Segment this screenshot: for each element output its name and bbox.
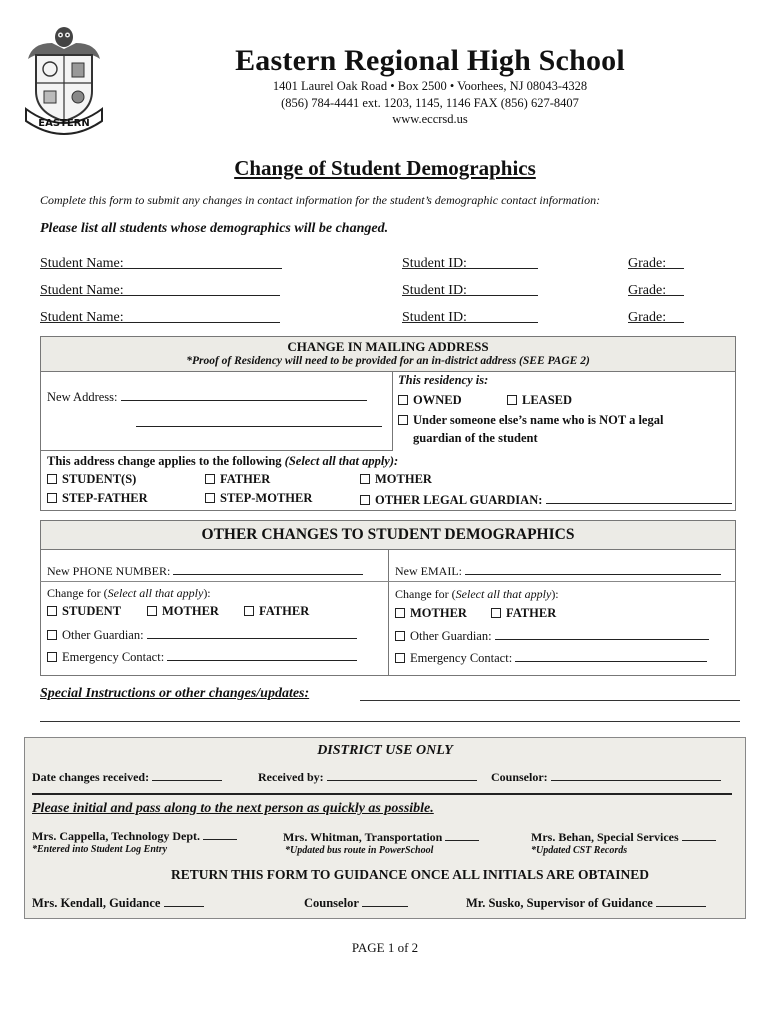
counselor-initials: Counselor bbox=[304, 894, 408, 911]
other-guardian-checkbox[interactable] bbox=[360, 495, 370, 505]
change-father-checkbox-left[interactable] bbox=[244, 606, 254, 616]
someone-else-line-2: guardian of the student bbox=[413, 431, 538, 445]
change-mother-checkbox-right[interactable] bbox=[395, 608, 405, 618]
father-checkbox[interactable] bbox=[205, 474, 215, 484]
school-phone-fax: (856) 784-4441 ext. 1203, 1145, 1146 FAX (856) 627-8407 bbox=[281, 96, 579, 110]
owned-option[interactable]: OWNED bbox=[398, 393, 462, 408]
mailing-subtitle: *Proof of Residency will need to be provided for an in-district address (SEE PAGE 2) bbox=[186, 355, 590, 367]
change-father-checkbox-right[interactable] bbox=[491, 608, 501, 618]
page-number: PAGE 1 of 2 bbox=[351, 940, 419, 955]
leased-option[interactable]: LEASED bbox=[507, 393, 572, 408]
other-guardian-right[interactable]: Other Guardian: bbox=[395, 627, 709, 644]
change-student-checkbox[interactable] bbox=[47, 606, 57, 616]
school-crest-logo bbox=[22, 25, 106, 137]
student-name-label: Student Name: bbox=[40, 283, 124, 298]
behan-note: *Updated CST Records bbox=[531, 845, 628, 856]
date-received-field[interactable] bbox=[152, 768, 222, 781]
applies-mother-option[interactable]: MOTHER bbox=[360, 472, 432, 487]
initial-note: Please initial and pass along to the next person as quickly as possible. bbox=[32, 801, 434, 816]
applies-father-option[interactable]: FATHER bbox=[205, 472, 270, 487]
new-address-cell bbox=[40, 371, 393, 451]
received-by: Received by: bbox=[258, 768, 477, 785]
student-list-heading: Please list all students whose demographics will be changed. bbox=[40, 221, 389, 236]
kendall-field[interactable] bbox=[164, 894, 204, 907]
other-guardian-left[interactable]: Other Guardian: bbox=[47, 626, 357, 643]
school-website: www.eccrsd.us bbox=[392, 112, 468, 126]
grade-label: Grade: bbox=[628, 256, 667, 271]
change-father-option-left[interactable]: FATHER bbox=[244, 604, 309, 619]
change-for-label-right: Change for (Select all that apply): bbox=[395, 587, 559, 601]
student-row-1 bbox=[40, 256, 740, 276]
applies-other-guardian-option[interactable]: OTHER LEGAL GUARDIAN: bbox=[360, 491, 732, 508]
step-father-checkbox[interactable] bbox=[47, 493, 57, 503]
counselor-initials-field[interactable] bbox=[362, 894, 408, 907]
applies-to-label: This address change applies to the following (Select all that apply): bbox=[47, 454, 399, 468]
susko-field[interactable] bbox=[656, 894, 706, 907]
district-title: DISTRICT USE ONLY bbox=[317, 743, 453, 758]
whitman-initials: Mrs. Whitman, Transportation bbox=[283, 828, 479, 845]
student-id-label: Student ID: bbox=[402, 256, 467, 271]
emergency-checkbox-left[interactable] bbox=[47, 652, 57, 662]
behan-initials: Mrs. Behan, Special Services bbox=[531, 828, 716, 845]
mother-checkbox[interactable] bbox=[360, 474, 370, 484]
special-instructions-label: Special Instructions or other changes/updates: bbox=[40, 686, 310, 701]
change-father-option-right[interactable]: FATHER bbox=[491, 606, 556, 621]
student-name-label: Student Name: bbox=[40, 310, 124, 325]
counselor: Counselor: bbox=[491, 768, 721, 785]
whitman-field[interactable] bbox=[445, 828, 479, 841]
student-row-3 bbox=[40, 310, 740, 330]
emergency-field-left[interactable] bbox=[167, 648, 357, 661]
applies-step-father-option[interactable]: STEP-FATHER bbox=[47, 491, 148, 506]
applies-student-option[interactable]: STUDENT(S) bbox=[47, 472, 136, 487]
other-guardian-field[interactable] bbox=[546, 491, 732, 504]
emergency-checkbox-right[interactable] bbox=[395, 653, 405, 663]
change-mother-option-left[interactable]: MOTHER bbox=[147, 604, 219, 619]
other-guardian-field-left[interactable] bbox=[147, 626, 357, 639]
change-mother-checkbox-left[interactable] bbox=[147, 606, 157, 616]
other-changes-divider bbox=[40, 581, 736, 582]
cappella-initials: Mrs. Cappella, Technology Dept. bbox=[32, 827, 237, 844]
special-instructions-field-2[interactable] bbox=[40, 721, 740, 722]
school-name: Eastern Regional High School bbox=[235, 44, 625, 77]
logo-text: EASTERN bbox=[38, 118, 90, 129]
change-for-label-left: Change for (Select all that apply): bbox=[47, 586, 211, 600]
phone-label: New PHONE NUMBER: bbox=[47, 562, 363, 579]
student-name-label: Student Name: bbox=[40, 256, 124, 271]
special-instructions-field-1[interactable] bbox=[360, 700, 740, 701]
student-id-label: Student ID: bbox=[402, 283, 467, 298]
behan-field[interactable] bbox=[682, 828, 716, 841]
grade-label: Grade: bbox=[628, 310, 667, 325]
district-divider bbox=[32, 793, 732, 795]
emergency-left[interactable]: Emergency Contact: bbox=[47, 648, 357, 665]
email-label: New EMAIL: bbox=[395, 562, 721, 579]
return-note: RETURN THIS FORM TO GUIDANCE ONCE ALL INITIALS ARE OBTAINED bbox=[171, 867, 649, 882]
other-changes-header: OTHER CHANGES TO STUDENT DEMOGRAPHICS bbox=[40, 520, 736, 550]
change-student-option[interactable]: STUDENT bbox=[47, 604, 121, 619]
phone-field[interactable] bbox=[173, 562, 363, 575]
cappella-note: *Entered into Student Log Entry bbox=[32, 844, 168, 855]
student-id-label: Student ID: bbox=[402, 310, 467, 325]
owned-checkbox[interactable] bbox=[398, 395, 408, 405]
mailing-section-header bbox=[40, 336, 736, 372]
step-mother-checkbox[interactable] bbox=[205, 493, 215, 503]
new-address-label: New Address: bbox=[47, 388, 367, 405]
whitman-note: *Updated bus route in PowerSchool bbox=[285, 845, 434, 856]
other-guardian-field-right[interactable] bbox=[495, 627, 709, 640]
emergency-right[interactable]: Emergency Contact: bbox=[395, 649, 707, 666]
student-row-2 bbox=[40, 283, 740, 303]
other-guardian-checkbox-left[interactable] bbox=[47, 630, 57, 640]
leased-checkbox[interactable] bbox=[507, 395, 517, 405]
emergency-field-right[interactable] bbox=[515, 649, 707, 662]
applies-step-mother-option[interactable]: STEP-MOTHER bbox=[205, 491, 312, 506]
mailing-title: CHANGE IN MAILING ADDRESS bbox=[287, 339, 489, 354]
grade-label: Grade: bbox=[628, 283, 667, 298]
new-address-line-2 bbox=[136, 414, 382, 431]
form-intro: Complete this form to submit any changes in contact information for the student’s demographic contact information: bbox=[40, 193, 601, 207]
new-address-field-2[interactable] bbox=[136, 414, 382, 427]
student-checkbox[interactable] bbox=[47, 474, 57, 484]
residency-label: This residency is: bbox=[398, 373, 489, 387]
date-received: Date changes received: bbox=[32, 768, 222, 785]
form-title: Change of Student Demographics bbox=[234, 156, 536, 180]
kendall-initials: Mrs. Kendall, Guidance bbox=[32, 894, 204, 911]
email-field[interactable] bbox=[465, 562, 721, 575]
new-address-field-1[interactable] bbox=[121, 388, 367, 401]
school-address: 1401 Laurel Oak Road • Box 2500 • Voorhees, NJ 08043-4328 bbox=[272, 79, 588, 93]
other-guardian-checkbox-right[interactable] bbox=[395, 631, 405, 641]
received-by-field[interactable] bbox=[327, 768, 477, 781]
change-mother-option-right[interactable]: MOTHER bbox=[395, 606, 467, 621]
susko-initials: Mr. Susko, Supervisor of Guidance bbox=[466, 894, 706, 911]
counselor-field[interactable] bbox=[551, 768, 721, 781]
someone-else-option[interactable]: Under someone else’s name who is NOT a legal bbox=[398, 413, 663, 428]
someone-else-checkbox[interactable] bbox=[398, 415, 408, 425]
cappella-field[interactable] bbox=[203, 827, 237, 840]
